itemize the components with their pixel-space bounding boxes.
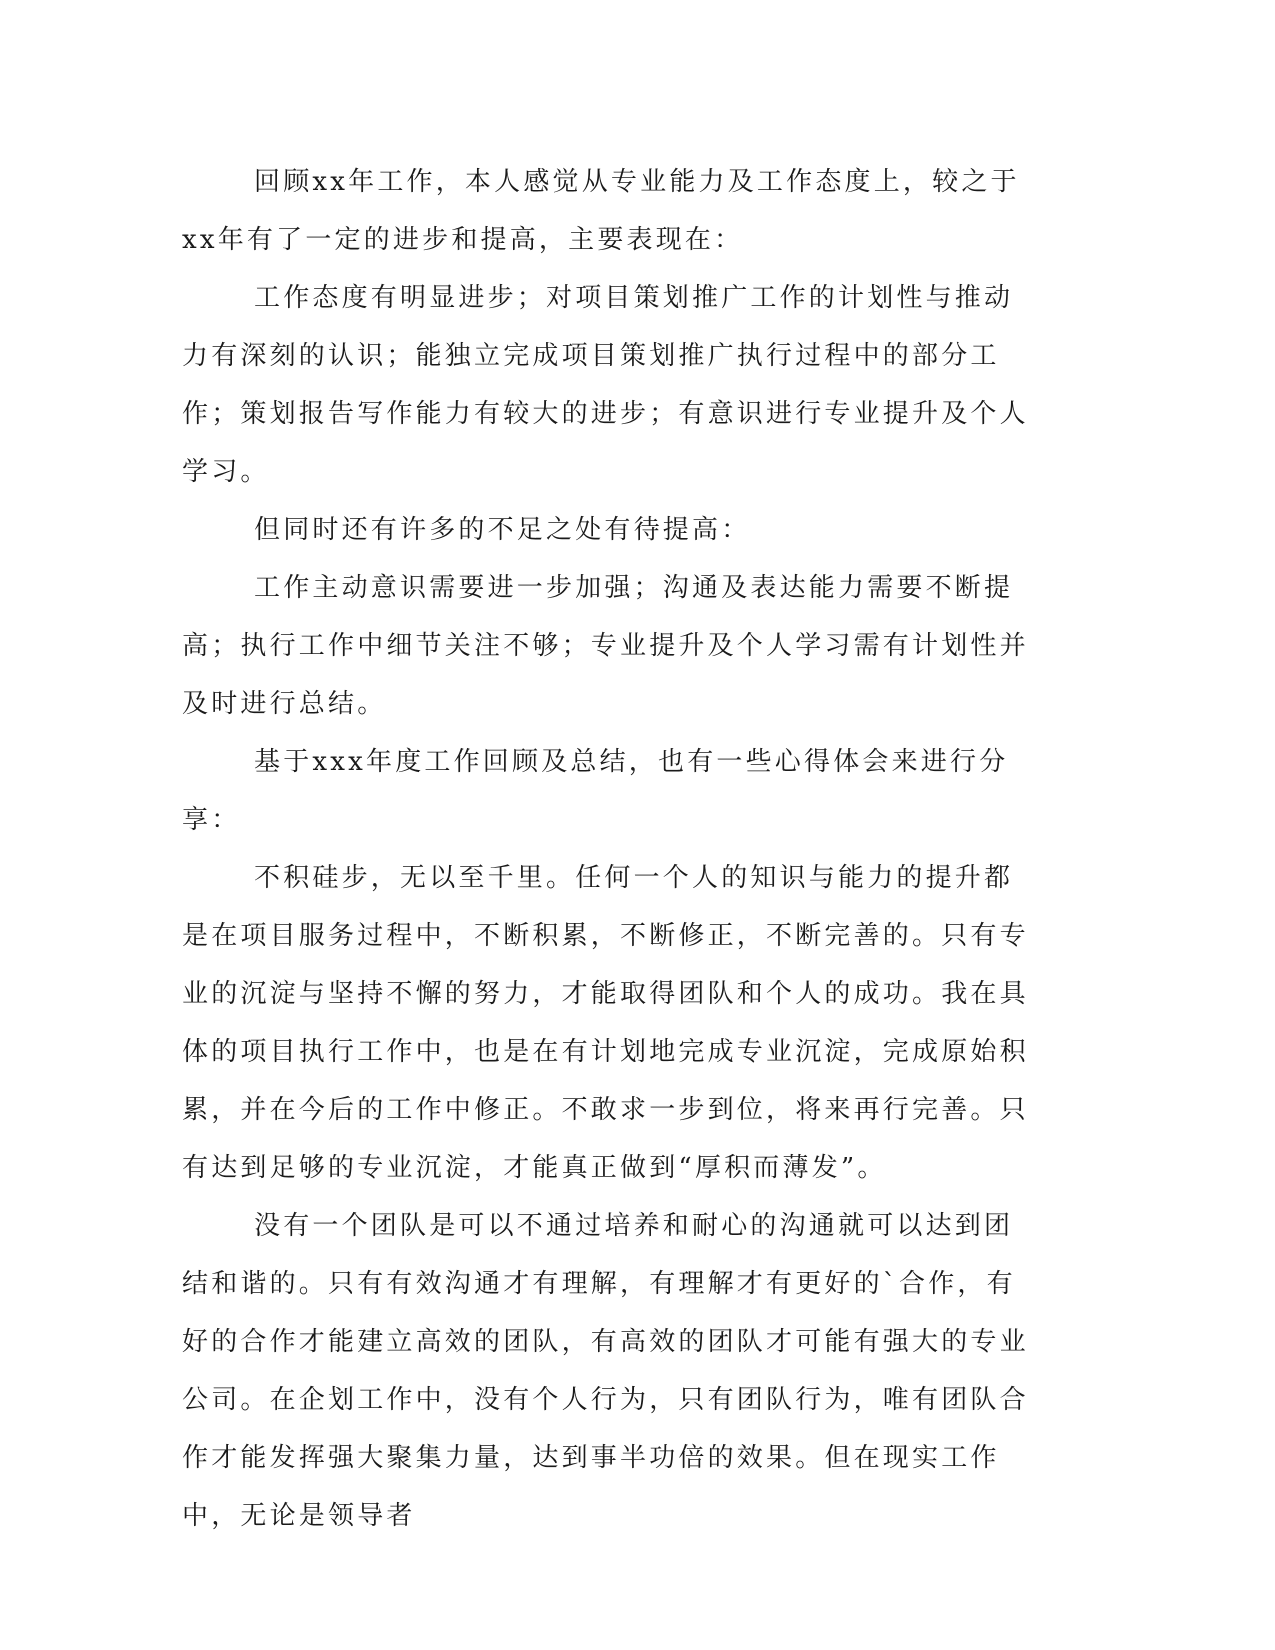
- paragraph-shortcomings-intro: 但同时还有许多的不足之处有待提高：: [254, 515, 751, 545]
- paragraph-teamwork: 没有一个团队是可以不通过培养和耐心的沟通就可以达到团结和谐的。只有有效沟通才有理解，有理解才有更好的`合作，有好的合作才能建立高效的团队，有高效的团队才可能有强大的专业公司。在企划工作中，没有个人行为，只有团队行为，唯有团队合作才能发挥强大聚集力量，达到事半功倍的效果。但在现实工作中，无论是领导者: [182, 1211, 1029, 1531]
- paragraph-progress-points: 工作态度有明显进步；对项目策划推广工作的计划性与推动力有深刻的认识；能独立完成项目策划推广执行过程中的部分工作；策划报告写作能力有较大的进步；有意识进行专业提升及个人学习。: [182, 283, 1029, 487]
- document-body: [182, 153, 1032, 1545]
- paragraph-shortcomings-points: 工作主动意识需要进一步加强；沟通及表达能力需要不断提高；执行工作中细节关注不够；专业提升及个人学习需有计划性并及时进行总结。: [182, 573, 1029, 719]
- paragraph-review-intro: 回顾xx年工作，本人感觉从专业能力及工作态度上，较之于xx年有了一定的进步和提高，主要表现在：: [182, 167, 1020, 255]
- paragraph-insights-intro: 基于xxx年度工作回顾及总结，也有一些心得体会来进行分享：: [182, 747, 1009, 835]
- paragraph-accumulation: 不积硅步，无以至千里。任何一个人的知识与能力的提升都是在项目服务过程中，不断积累，不断修正，不断完善的。只有专业的沉淀与坚持不懈的努力，才能取得团队和个人的成功。我在具体的项目执行工作中，也是在有计划地完成专业沉淀，完成原始积累，并在今后的工作中修正。不敢求一步到位，将来再行完善。只有达到足够的专业沉淀，才能真正做到“厚积而薄发”。: [182, 863, 1029, 1183]
